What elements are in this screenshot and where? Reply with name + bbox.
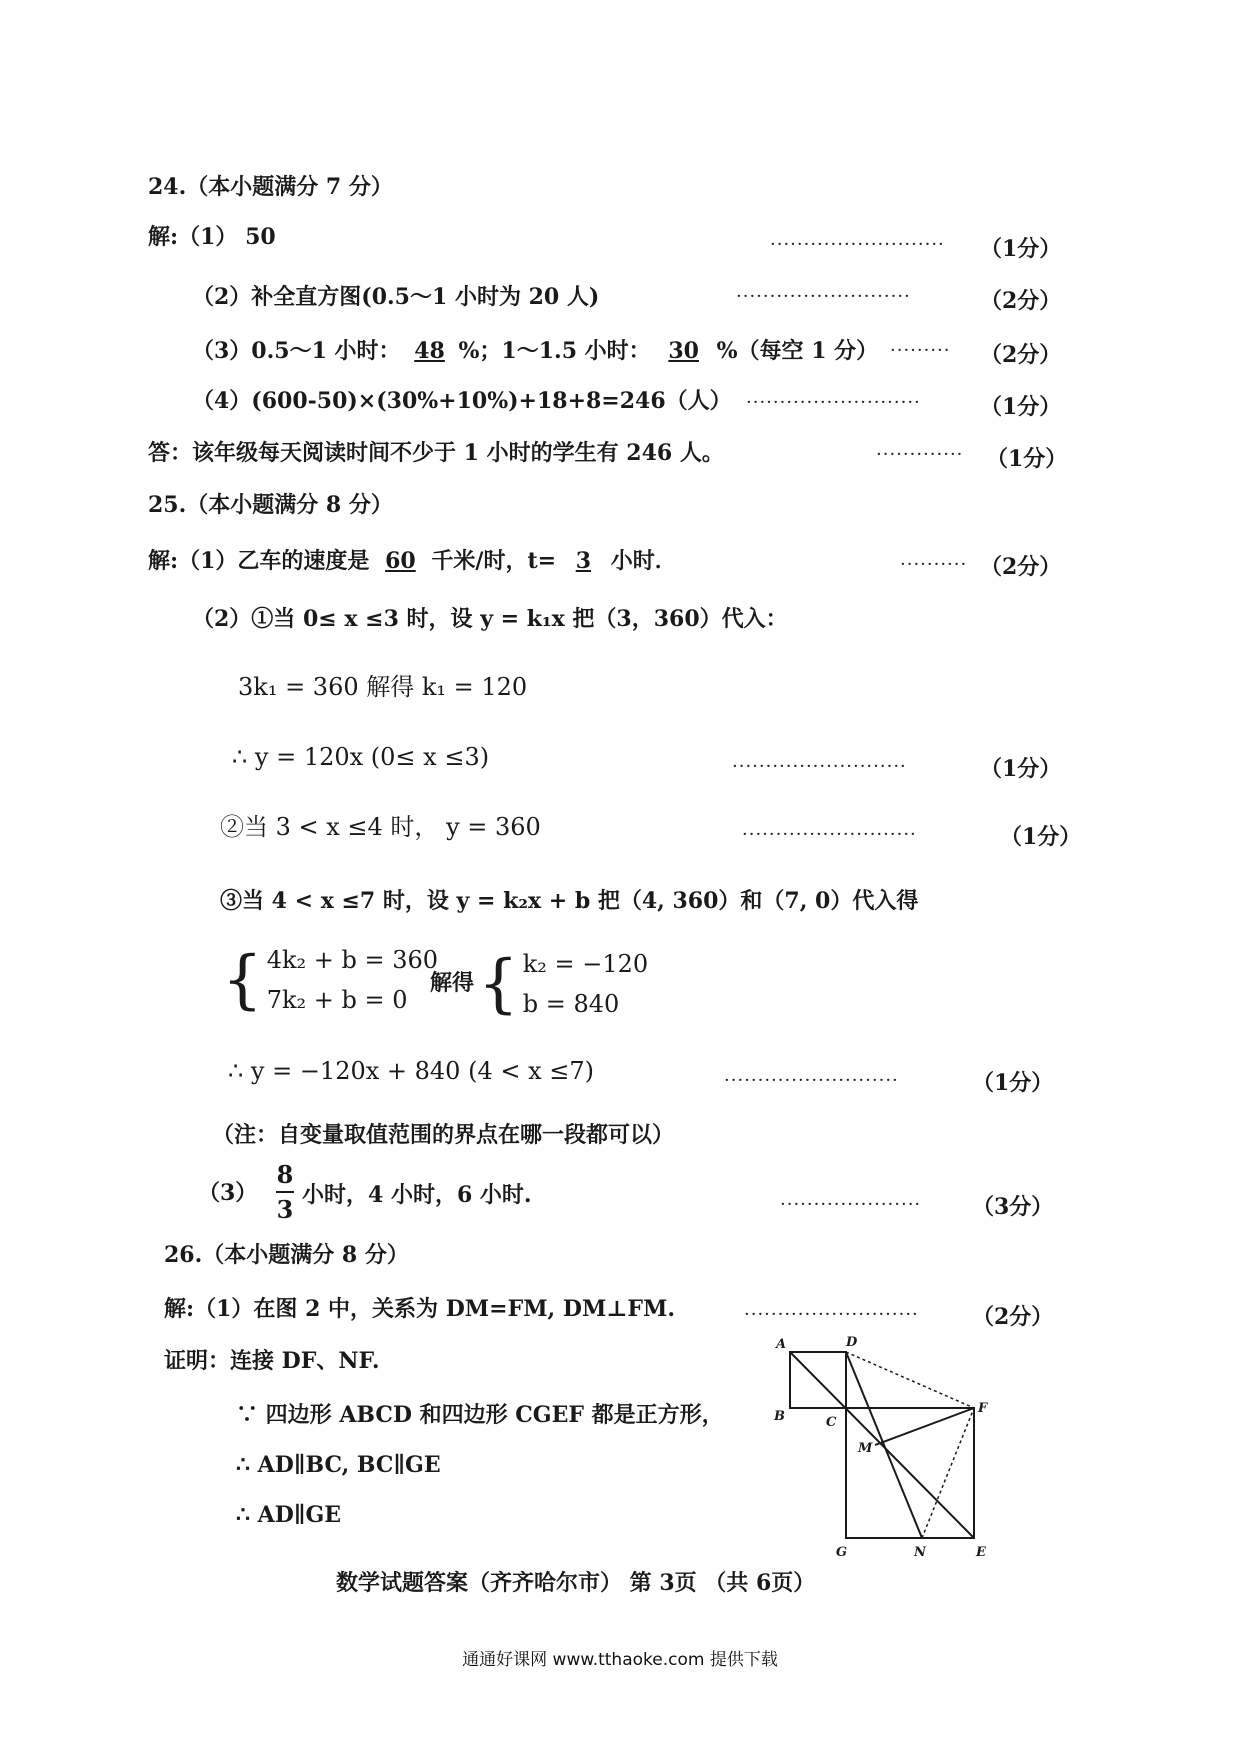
q24-heading: 24.（本小题满分 7 分）	[148, 174, 393, 200]
leader-dots-short: ·············	[876, 444, 964, 465]
equation: b = 840	[522, 990, 620, 1018]
score: （3分）	[972, 1194, 1054, 1220]
score: （2分）	[980, 554, 1062, 580]
leader-dots: ··························	[742, 824, 917, 845]
label-e: E	[976, 1545, 986, 1560]
q26-line3: ∵ 四边形 ABCD 和四边形 CGEF 都是正方形，	[236, 1402, 724, 1428]
system-lines	[267, 940, 438, 1020]
label-m: M	[858, 1441, 873, 1456]
score: （2分）	[980, 342, 1062, 368]
leader-dots-short: ··········	[900, 554, 968, 575]
q26-line5: ∴ AD∥GE	[236, 1502, 342, 1528]
q26-heading: 26.（本小题满分 8 分）	[164, 1242, 409, 1268]
label-b: B	[774, 1409, 785, 1424]
q24-line2: （2）补全直方图(0.5～1 小时为 20 人)	[192, 284, 600, 310]
leader-dots: ··························	[770, 234, 945, 255]
q25-line1	[148, 546, 677, 576]
q24-line4: （4）(600-50)×(30%+10%)+18+8=246（人）	[192, 388, 732, 414]
label-g: G	[836, 1545, 848, 1560]
q26-line1: 解:（1）在图 2 中，关系为 DM=FM, DM⊥FM.	[164, 1296, 676, 1322]
q25-part3-rest: 小时，4 小时，6 小时.	[302, 1182, 532, 1208]
label-a: A	[776, 1337, 787, 1352]
brace: {	[478, 947, 519, 1021]
q25-part3-num: （3）	[198, 1180, 258, 1206]
leader-dots: ··························	[746, 392, 921, 413]
score: （1分）	[1000, 824, 1082, 850]
q25-heading: 25.（本小题满分 8 分）	[148, 492, 393, 518]
line-mf	[875, 1408, 974, 1445]
label-f: F	[978, 1401, 988, 1416]
q25-line7: ∴ y = −120x + 840 (4 < x ≤7)	[228, 1057, 594, 1085]
answer-blank: 48	[414, 338, 445, 364]
fraction-denominator: 3	[276, 1195, 294, 1224]
q24-line3	[192, 336, 878, 366]
solution-system	[478, 944, 648, 1024]
score: （1分）	[980, 756, 1062, 782]
q26-line4: ∴ AD∥BC, BC∥GE	[236, 1452, 441, 1478]
equation-system	[222, 940, 438, 1020]
fraction	[276, 1160, 294, 1224]
q25-line1-b: 千米/时，t=	[431, 548, 557, 574]
brace: {	[222, 943, 263, 1017]
answer-blank: 30	[668, 338, 699, 364]
leader-dots-short: ·········	[890, 340, 951, 361]
label-c: C	[826, 1415, 837, 1430]
solve-label: 解得	[430, 970, 475, 996]
equation: 4k₂ + b = 360	[266, 946, 439, 974]
leader-dots-short: ·····················	[780, 1194, 922, 1215]
leader-dots: ··························	[736, 286, 911, 307]
q24-answer: 答：该年级每天阅读时间不少于 1 小时的学生有 246 人。	[148, 440, 724, 466]
geometry-figure	[770, 1330, 1000, 1560]
leader-dots: ··························	[724, 1070, 899, 1091]
fraction-numerator: 8	[276, 1160, 294, 1189]
answer-blank: 60	[385, 548, 416, 574]
leader-dots: ··························	[744, 1304, 919, 1325]
label-d: D	[846, 1335, 858, 1350]
score: （1分）	[972, 1070, 1054, 1096]
leader-dots: ··························	[732, 756, 907, 777]
q25-line4: ∴ y = 120x (0≤ x ≤3)	[232, 743, 490, 771]
q25-line3: 3k₁ = 360 解得 k₁ = 120	[238, 673, 528, 701]
q26-line2: 证明：连接 DF、NF.	[164, 1348, 380, 1374]
q25-line6: ③当 4 < x ≤7 时，设 y = k₂x + b 把（4, 360）和（7, 0）代入得	[220, 888, 919, 914]
answer-blank: 3	[575, 548, 592, 574]
q25-line5: ②当 3 < x ≤4 时， y = 360	[220, 813, 541, 841]
fraction-bar	[276, 1191, 294, 1193]
score: （2分）	[972, 1304, 1054, 1330]
q25-note: （注：自变量取值范围的界点在哪一段都可以）	[212, 1122, 675, 1148]
line-nf	[922, 1408, 974, 1538]
score: （1分）	[980, 236, 1062, 262]
line-ae	[790, 1352, 974, 1538]
system-lines	[523, 944, 648, 1024]
q25-line1-c: 小时．	[610, 548, 677, 574]
score: （1分）	[980, 394, 1062, 420]
q25-line1-a: 解:（1）乙车的速度是	[148, 548, 370, 574]
label-n: N	[914, 1545, 926, 1560]
equation: 7k₂ + b = 0	[266, 986, 408, 1014]
q24-line3-b: %；1～1.5 小时：	[458, 338, 651, 364]
site-footer: 通通好课网 www.tthaoke.com 提供下载	[462, 1650, 778, 1670]
q25-line2: （2）①当 0≤ x ≤3 时，设 y = k₁x 把（3，360）代入：	[192, 606, 788, 632]
score: （2分）	[980, 288, 1062, 314]
q24-line3-a: （3）0.5～1 小时：	[192, 338, 401, 364]
q24-line1: 解:（1） 50	[148, 224, 276, 250]
q24-line3-c: %（每空 1 分）	[716, 338, 879, 364]
score: （1分）	[986, 446, 1068, 472]
equation: k₂ = −120	[522, 950, 649, 978]
page-footer: 数学试题答案（齐齐哈尔市） 第 3页 （共 6页）	[336, 1570, 816, 1596]
